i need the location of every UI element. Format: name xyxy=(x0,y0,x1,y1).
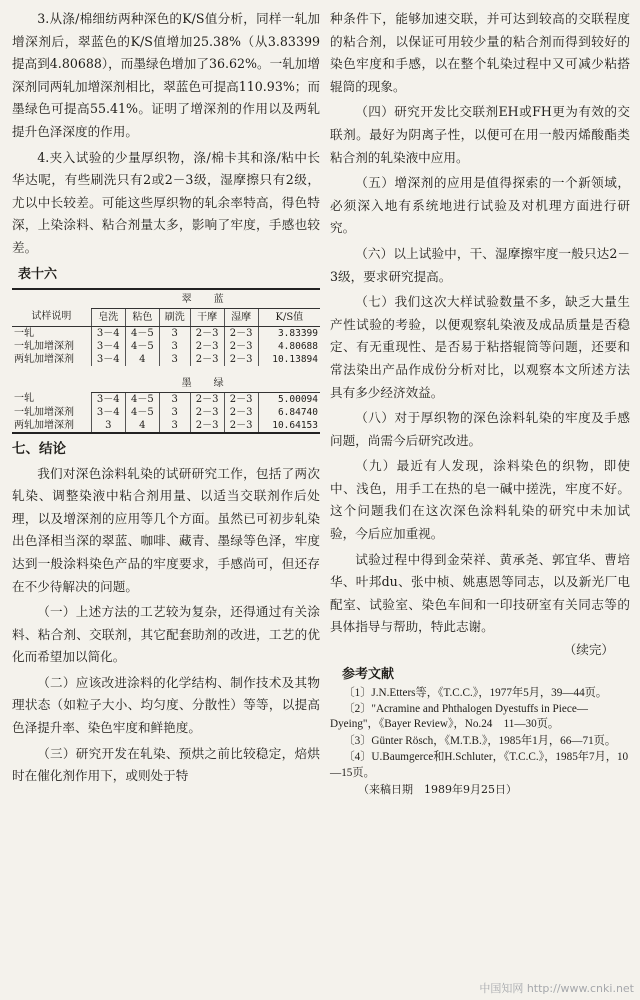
paragraph-thick-fabric: 4.夹入试验的少量厚织物，涤/棉卡其和涤/粘中长华达呢，有些刷洗只有2或2－3级，湿摩擦只有2级，尤以中长较差。可能这些厚织物的轧余率特高，得色特深，上染涂料、粘合剂量太多，影响了牢度，手感也较差。 xyxy=(12,149,320,255)
table-title: 表十六 xyxy=(18,266,58,282)
paragraph-point-3: （三）研究开发在轧染、预烘之前比较稳定，焙烘时在催化剂作用下，或则处于特 xyxy=(12,745,320,784)
col-header-dry-rub: 干摩 xyxy=(190,308,224,326)
left-column xyxy=(12,8,320,788)
received-date: （来稿日期 1989年9月25日） xyxy=(358,783,517,797)
paragraph-point-7: （七）我们这次大样试验数量不多，缺乏大量生产性试验的考验，以便观察轧染液及成品质量是否稳定、有无重现性、是否易于粘搭辊筒等问题，还要和常法染出产品作成份分析对比，以观察本文所述方法具有多少经济效益。 xyxy=(330,294,630,400)
reference-item: 〔3〕Günter Rösch，《M.T.B.》，1985年1月，66—71页。 xyxy=(343,734,617,747)
paragraph-point-1: （一）上述方法的工艺较为复杂，还得通过有关涂料、粘合剂、交联剂，其它配套助剂的改进，工艺的优化而希望加以简化。 xyxy=(12,604,320,665)
col-header-stain: 粘色 xyxy=(125,308,159,326)
col-header-wet-rub: 湿摩 xyxy=(224,308,258,326)
watermark: 中国知网 http://www.cnki.net xyxy=(479,982,634,995)
end-mark: （续完） xyxy=(563,642,614,658)
table-row: 一轧 3－4 4－5 3 2－3 2－3 3.83399 xyxy=(14,327,318,339)
paragraph-ks-analysis: 3.从涤/棉细纺两种深色的K/S值分析，同样一轧加增深剂后，翠蓝色的K/S值增加25.38%（从3.83399提高到4.80688），而墨绿色增加了36.62%。一轧加增深剂同两轧加增深剂相比，翠蓝色可提高110.93%；而墨绿色可提高55.41%。证明了增深剂的作用以及两轧提升色泽深度的作用。 xyxy=(12,11,320,139)
reference-item: 〔4〕U.Baumgerce和H.Schluter，《T.C.C.》，1985年7月，10—15页。 xyxy=(330,751,629,779)
paragraph-point-5: （五）增深剂的应用是值得探索的一个新领域，必须深入地有系统地进行试验及对机理方面进行研究。 xyxy=(330,175,630,236)
paragraph-point-6: （六）以上试验中，干、湿摩擦牢度一般只达2－3级，要求研究提高。 xyxy=(330,245,630,284)
col-header-ks: K/S值 xyxy=(258,308,320,326)
table-row: 一轧 3－4 4－5 3 2－3 2－3 5.00094 xyxy=(14,393,318,405)
reference-item: 〔1〕J.N.Etters等，《T.C.C.》，1977年5月，39—44页。 xyxy=(343,686,608,699)
paragraph-point-4: （四）研究开发比交联剂EH或FH更为有效的交联剂。最好为阴离子性，以便可在用一般丙烯酸酯类粘合剂的轧染液中应用。 xyxy=(330,104,630,165)
reference-item: 〔2〕"Acramine and Phthalogen Dyestuffs in Piece—Dyeing"，《Bayer Review》，No.24 11—30页。 xyxy=(330,703,588,731)
table-row: 两轧加增深剂 3－4 4 3 2－3 2－3 10.13894 xyxy=(14,353,318,365)
paragraph-point-8: （八）对于厚织物的深色涂料轧染的牢度及手感问题，尚需今后研究改进。 xyxy=(330,410,630,448)
col-header-sample: 试样说明 xyxy=(12,308,91,326)
section-heading-conclusion: 七、结论 xyxy=(12,440,66,457)
paragraph-acknowledgement: 试验过程中得到金荣祥、黄承尧、郭宜华、曹培华、叶邦du、张中桢、姚惠恩等同志，以及新光厂电配室、试验室、染色车间和一印技研室有关同志等的具体指导与帮助，特此志谢。 xyxy=(330,551,630,635)
col-header-brush: 刷洗 xyxy=(159,308,190,326)
references-title: 参考文献 xyxy=(342,666,395,682)
results-table xyxy=(12,288,320,434)
table-row: 一轧加增深剂 3－4 4－5 3 2－3 2－3 6.84740 xyxy=(14,406,318,418)
table-group-turquoise: 翠 蓝 xyxy=(91,290,320,309)
paragraph-point-3-cont: 种条件下，能够加速交联，并可达到较高的交联程度的粘合剂，以保证可用较少量的粘合剂而得到较好的染色牢度和手感，以在整个轧染过程中又可减少粘搭辊筒的现象。 xyxy=(330,11,630,94)
table-group-dark-green: 墨 绿 xyxy=(91,374,320,393)
col-header-soap: 皂洗 xyxy=(91,308,125,326)
table-row: 两轧加增深剂 3 4 3 2－3 2－3 10.64153 xyxy=(14,419,318,431)
right-column xyxy=(330,8,630,798)
paragraph-point-9: （九）最近有人发现，涂料染色的织物，即使中、浅色，用手工在热的皂一碱中搓洗，牢度不好。这个问题我们在这次深色涂料轧染的研究中未加试验，今后应加重视。 xyxy=(330,458,630,542)
paragraph-point-2: （二）应该改进涂料的化学结构、制作技术及其物理状态（如粒子大小、均匀度、分散性）等等，以提高色泽提升率、染色牢度和鲜艳度。 xyxy=(12,674,320,736)
table-row: 一轧加增深剂 3－4 4－5 3 2－3 2－3 4.80688 xyxy=(14,340,318,352)
paragraph-conclusion-intro: 我们对深色涂料轧染的试研研究工作，包括了两次轧染、调整染液中粘合剂用量、以适当交联剂作后处理，以及增深剂的应用等几个方面。虽然已可初步轧染出色泽相当深的翠蓝、咖啡、藏青、墨绿等色泽，牢度达到一般涂料染色产品的牢度要求，手感尚可，但还存在不少待解决的问题。 xyxy=(12,465,320,594)
